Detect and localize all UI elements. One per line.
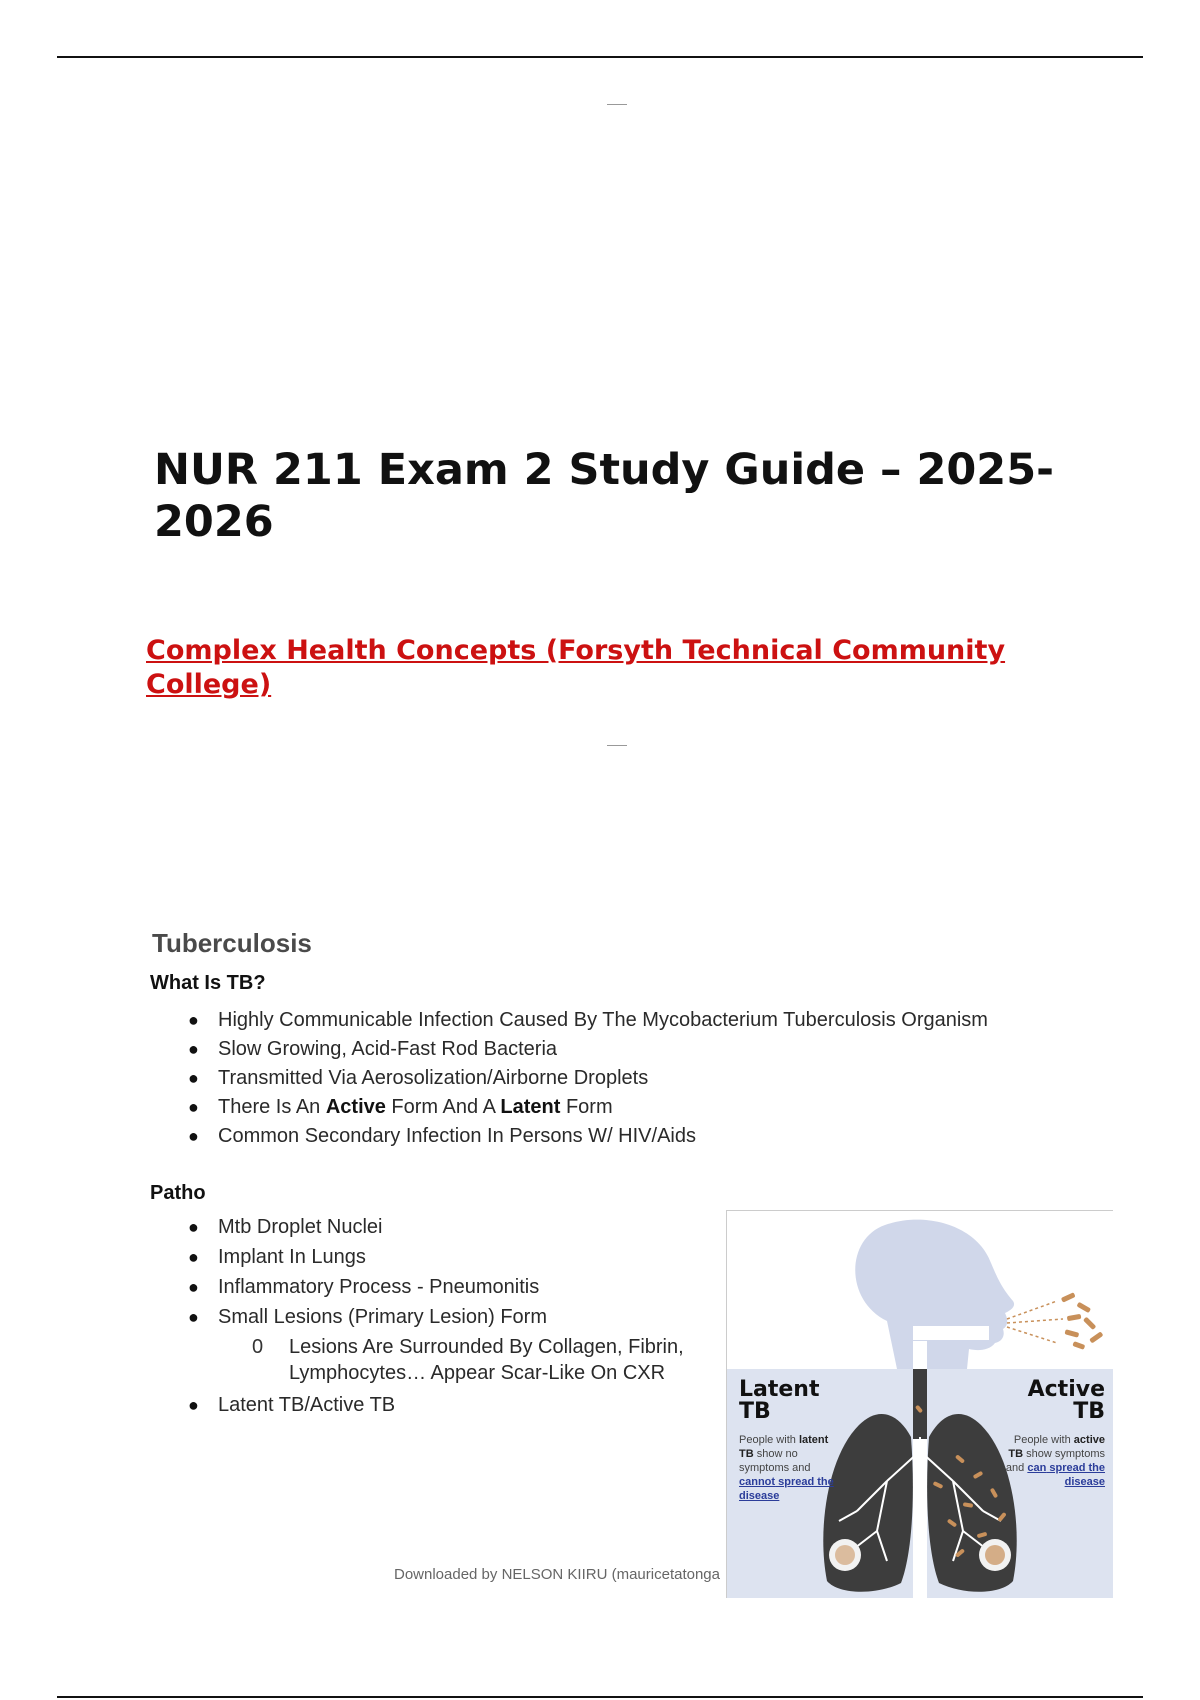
latent-label-line: Latent bbox=[739, 1377, 820, 1402]
list-item-text: Mtb Droplet Nuclei bbox=[218, 1216, 383, 1238]
sub-bullet-marker: 0 bbox=[252, 1336, 264, 1358]
patho-list bbox=[188, 1212, 708, 1420]
list-item bbox=[188, 1302, 708, 1332]
bullet-icon: ● bbox=[188, 1395, 199, 1415]
list-item-text: Inflammatory Process - Pneumonitis bbox=[218, 1276, 540, 1298]
active-tb-note bbox=[1005, 1433, 1105, 1489]
list-item bbox=[188, 1035, 1052, 1064]
active-label-line: Active bbox=[1027, 1377, 1105, 1402]
bullet-icon: ● bbox=[188, 1247, 199, 1267]
list-item bbox=[188, 1390, 708, 1420]
bullet-icon: ● bbox=[188, 1307, 199, 1327]
list-item-text: Implant In Lungs bbox=[218, 1246, 366, 1268]
bullet-icon: ● bbox=[188, 1217, 199, 1237]
list-item-text: Latent TB/Active TB bbox=[218, 1394, 396, 1416]
download-footer: Downloaded by NELSON KIIRU (mauricetatonga bbox=[394, 1566, 720, 1583]
course-link[interactable]: Complex Health Concepts (Forsyth Technical Community College) bbox=[146, 635, 1006, 700]
active-label-line: TB bbox=[1073, 1399, 1105, 1424]
top-rule bbox=[57, 56, 1143, 58]
bullet-icon: ● bbox=[188, 1097, 199, 1117]
list-item bbox=[188, 1272, 708, 1302]
bullet-icon: ● bbox=[188, 1068, 199, 1088]
list-item-text-before: There Is An bbox=[218, 1096, 326, 1118]
bullet-icon: ● bbox=[188, 1126, 199, 1146]
airway-breath bbox=[1007, 1301, 1063, 1343]
list-item bbox=[188, 1064, 1052, 1093]
tb-illustration bbox=[726, 1210, 1113, 1598]
subheading-what-is-tb: What Is TB? bbox=[150, 972, 266, 994]
list-item-text-middle: Form And A bbox=[385, 1096, 501, 1118]
list-item-text: Small Lesions (Primary Lesion) Form bbox=[218, 1306, 547, 1328]
note-text: show symptoms and bbox=[1005, 1448, 1105, 1474]
bullet-icon: ● bbox=[188, 1039, 199, 1059]
list-item-text: Common Secondary Infection In Persons W/ HIV/Aids bbox=[218, 1125, 696, 1147]
list-item bbox=[188, 1093, 1052, 1122]
note-link-rest[interactable]: spread the disease bbox=[739, 1476, 834, 1502]
note-text: show no symptoms and bbox=[739, 1448, 811, 1474]
list-item-text: Slow Growing, Acid-Fast Rod Bacteria bbox=[218, 1038, 558, 1060]
list-item-text: Highly Communicable Infection Caused By The Mycobacterium Tuberculosis Organism bbox=[218, 1009, 988, 1031]
page-break-marker bbox=[607, 104, 627, 105]
note-emphasis: active TB bbox=[1008, 1434, 1105, 1460]
note-text: People with bbox=[1013, 1434, 1074, 1446]
latent-tb-note bbox=[739, 1433, 839, 1503]
lesion-latent bbox=[829, 1539, 861, 1571]
list-item bbox=[188, 1006, 1052, 1035]
note-link-cannot[interactable]: cannot bbox=[739, 1476, 776, 1488]
emphasis-active: Active bbox=[325, 1096, 386, 1118]
document-title: NUR 211 Exam 2 Study Guide – 2025-2026 bbox=[154, 445, 1054, 547]
sub-list-item bbox=[218, 1334, 708, 1386]
emphasis-latent: Latent bbox=[500, 1096, 561, 1118]
page-break-marker bbox=[607, 745, 627, 746]
list-item bbox=[188, 1242, 708, 1272]
note-link-can[interactable]: can bbox=[1027, 1462, 1047, 1474]
bullet-icon: ● bbox=[188, 1010, 199, 1030]
section-heading-tuberculosis: Tuberculosis bbox=[152, 928, 312, 958]
sub-list-item-text: Lesions Are Surrounded By Collagen, Fibrin, Lymphocytes… Appear Scar-Like On CXR bbox=[289, 1336, 684, 1384]
note-text: People with bbox=[739, 1434, 799, 1446]
list-item bbox=[188, 1212, 708, 1242]
note-link-rest[interactable]: spread the disease bbox=[1046, 1462, 1105, 1488]
trachea-tube bbox=[913, 1369, 927, 1439]
active-tb-label bbox=[1028, 1379, 1105, 1423]
list-item-text-after: Form bbox=[560, 1096, 613, 1118]
note-emphasis: latent TB bbox=[739, 1434, 829, 1460]
lesion-active bbox=[979, 1539, 1011, 1571]
bullet-icon: ● bbox=[188, 1277, 199, 1297]
head-silhouette bbox=[855, 1220, 1014, 1369]
bacteria-exhaled bbox=[1061, 1292, 1104, 1350]
bottom-rule bbox=[57, 1696, 1143, 1698]
subheading-patho: Patho bbox=[150, 1182, 206, 1204]
list-item bbox=[188, 1122, 1052, 1151]
what-is-tb-list bbox=[188, 1006, 1052, 1151]
list-item-text: Transmitted Via Aerosolization/Airborne Droplets bbox=[218, 1067, 649, 1089]
latent-tb-label bbox=[739, 1379, 819, 1423]
latent-label-line: TB bbox=[739, 1399, 771, 1424]
